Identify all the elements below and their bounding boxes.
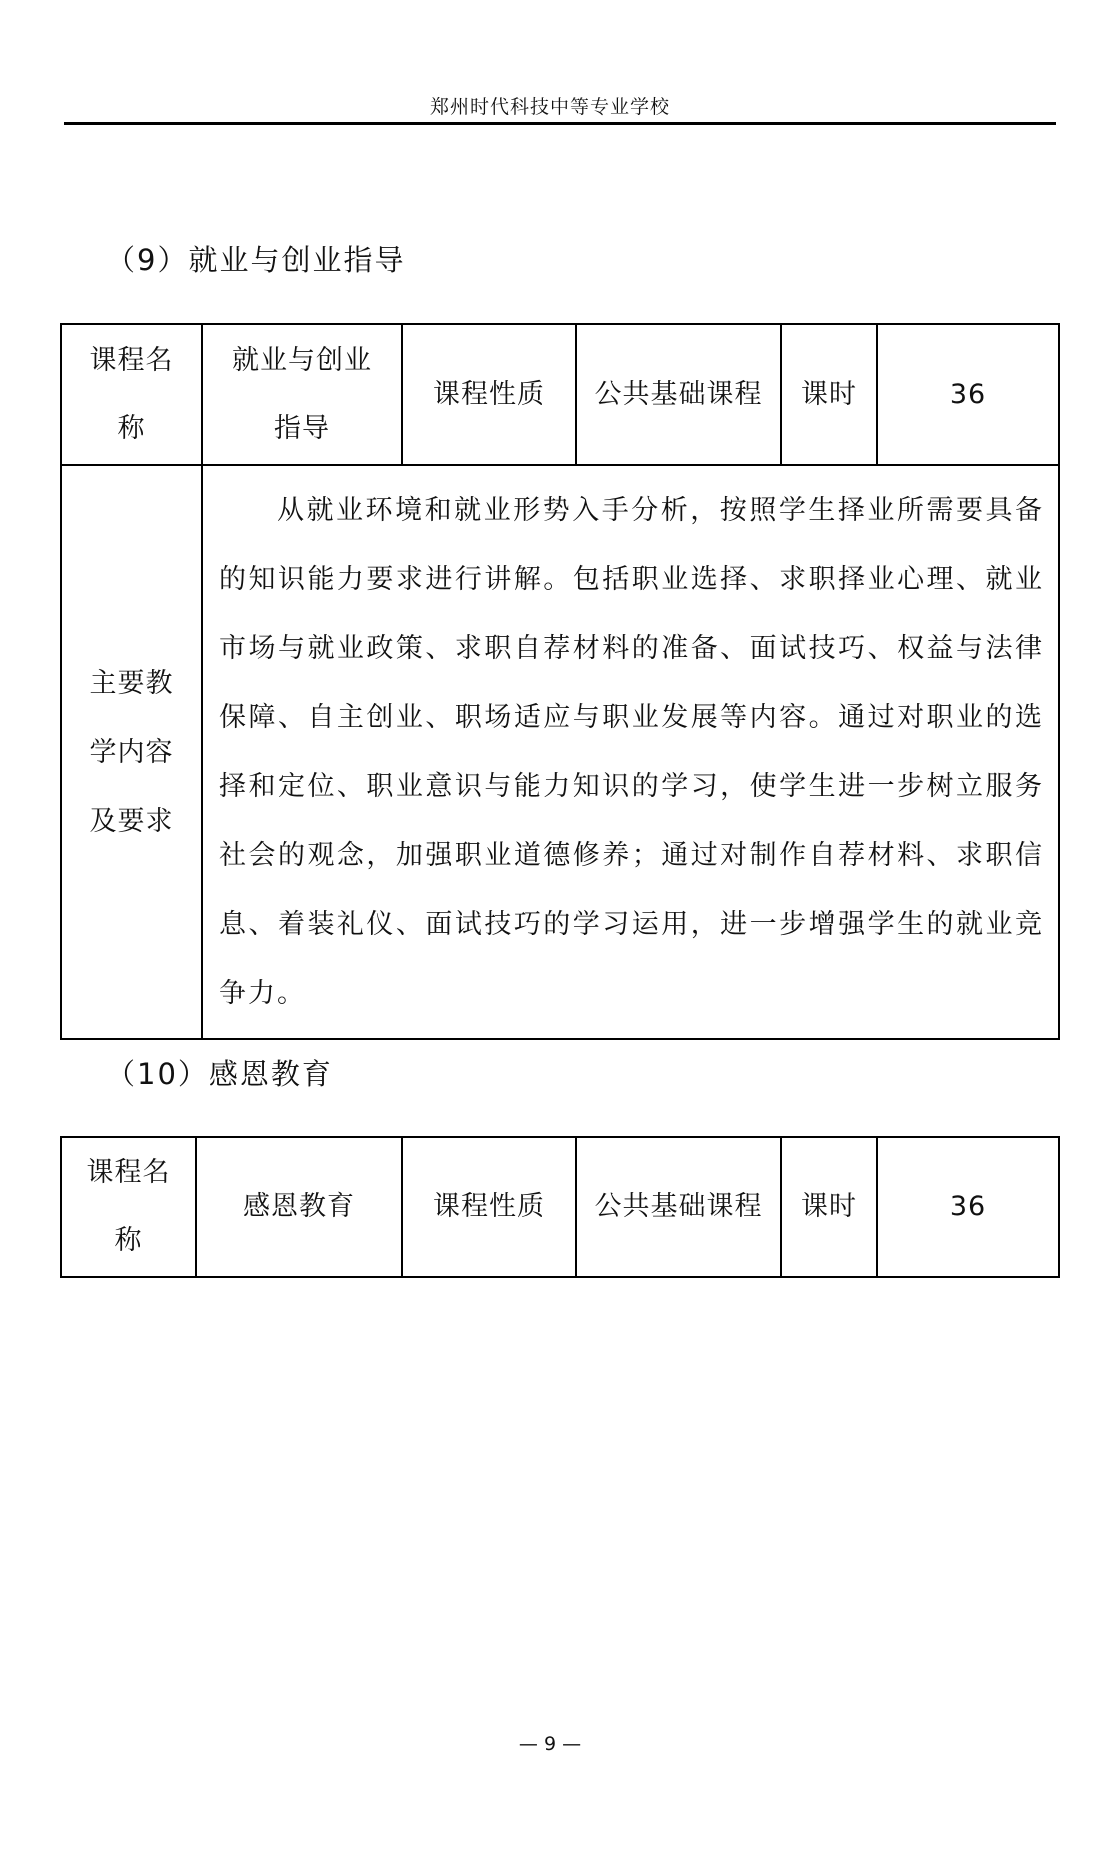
section-heading-10: （10）感恩教育: [106, 1057, 333, 1091]
course-hours-label: 课时: [781, 324, 877, 465]
header-divider: [64, 122, 1056, 125]
course-name-label: 课程名称: [61, 1137, 196, 1277]
course-nature-label: 课程性质: [402, 1137, 576, 1277]
section-heading-9: （9）就业与创业指导: [106, 243, 406, 277]
content-label: 主要教学内容及要求: [61, 465, 202, 1039]
course-hours-label: 课时: [781, 1137, 877, 1277]
course-nature-value: 公共基础课程: [576, 1137, 781, 1277]
page-number: — 9 —: [518, 1733, 582, 1755]
course-name-value: 就业与创业指导: [202, 324, 402, 465]
course-table-9: [60, 323, 1060, 1040]
course-nature-label: 课程性质: [402, 324, 576, 465]
course-name-value: 感恩教育: [196, 1137, 402, 1277]
content-text: 从就业环境和就业形势入手分析，按照学生择业所需要具备的知识能力要求进行讲解。包括职业选择、求职择业心理、就业市场与就业政策、求职自荐材料的准备、面试技巧、权益与法律保障、自主创业、职场适应与职业发展等内容。通过对职业的选择和定位、职业意识与能力知识的学习，使学生进一步树立服务社会的观念，加强职业道德修养；通过对制作自荐材料、求职信息、着装礼仪、面试技巧的学习运用，进一步增强学生的就业竞争力。: [202, 465, 1059, 1039]
table-row: [61, 465, 1059, 1039]
table-row: [61, 324, 1059, 465]
course-hours-value: 36: [877, 1137, 1059, 1277]
course-table-10: [60, 1136, 1060, 1278]
document-header-title: 郑州时代科技中等专业学校: [429, 96, 670, 118]
course-nature-value: 公共基础课程: [576, 324, 781, 465]
course-hours-value: 36: [877, 324, 1059, 465]
course-name-label: 课程名称: [61, 324, 202, 465]
table-row: [61, 1137, 1059, 1277]
